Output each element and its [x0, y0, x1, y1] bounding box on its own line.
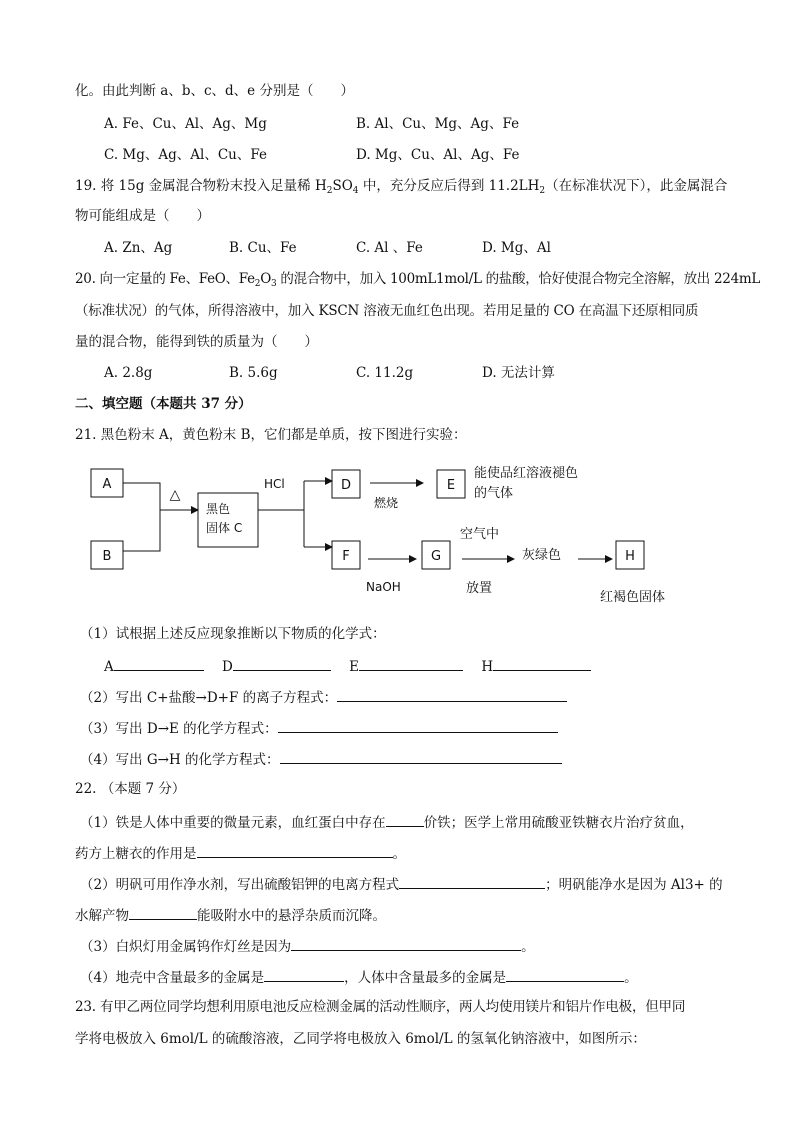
- q18-option-d: D. Mg、Cu、Al、Ag、Fe: [356, 147, 520, 163]
- q23-stem-line2: 学将电极放入 6mol/L 的硫酸溶液，乙同学将电极放入 6mol/L 的氢氧化钠溶液中，如图所示：: [75, 1031, 646, 1047]
- q19-stem-line2: 物可能组成是（ ）: [75, 208, 210, 224]
- q18-stem: 化。由此判断 a、b、c、d、e 分别是（ ）: [75, 83, 354, 99]
- label-hcl: HCl: [264, 477, 285, 491]
- blank-tungsten-reason[interactable]: [291, 936, 521, 951]
- label-graygreen: 灰绿色: [522, 548, 562, 563]
- q20-option-c: C. 11.2g: [356, 365, 414, 381]
- label-e-desc2: 的气体: [474, 486, 514, 501]
- q20-option-a: A. 2.8g: [104, 365, 153, 381]
- q19-option-b: B. Cu、Fe: [229, 240, 297, 256]
- q19-option-c: C. Al 、Fe: [356, 240, 423, 256]
- blank-d[interactable]: [233, 656, 331, 671]
- label-air: 空气中: [460, 527, 500, 542]
- blank-sugar-coating[interactable]: [197, 843, 393, 858]
- q22-part1-line2: 药方上糖衣的作用是 。: [75, 843, 406, 863]
- label-c-line2: 固体 C: [206, 521, 243, 535]
- blank-ionization-equation[interactable]: [399, 874, 545, 889]
- q21-part3: （3）写出 D→E 的化学方程式：: [80, 718, 558, 738]
- q22-part3: （3）白炽灯用金属钨作灯丝是因为 。: [80, 936, 535, 956]
- blank-iron-valence[interactable]: [386, 812, 424, 827]
- label-g: G: [430, 549, 442, 564]
- label-burn: 燃烧: [374, 496, 399, 510]
- label-e-desc1: 能使品红溶液褪色: [474, 466, 579, 481]
- blank-h[interactable]: [493, 656, 591, 671]
- q21-part2: （2）写出 C+盐酸→D+F 的离子方程式：: [80, 687, 567, 707]
- q20-stem-line2: （标准状况）的气体，所得溶液中，加入 KSCN 溶液无血红色出现。若用足量的 CO 在高温下还原相同质: [75, 303, 699, 319]
- q18-option-b: B. Al、Cu、Mg、Ag、Fe: [356, 116, 520, 132]
- section-heading: 二、填空题（本题共 37 分）: [75, 396, 252, 412]
- label-c-line1: 黑色: [206, 502, 231, 516]
- heat-symbol: △: [169, 487, 181, 503]
- q22-part1-line1: （1）铁是人体中重要的微量元素，血红蛋白中存在 价铁；医学上常用硫酸亚铁糖衣片治疗贫血，: [80, 812, 694, 832]
- blank-d-to-e[interactable]: [278, 718, 558, 733]
- q21-flow-diagram: [80, 455, 700, 615]
- label-b: B: [102, 549, 112, 564]
- label-d: D: [340, 478, 352, 493]
- label-naoh: NaOH: [366, 580, 401, 594]
- q22-part2-line2: 水解产物 能吸附水中的悬浮杂质而沉降。: [75, 905, 386, 925]
- q19-stem-line1: 19. 将 15g 金属混合物粉末投入足量稀 $H_2SO_4$ 中，充分反应后得到 $11.2LH_2$（在标准状况下），此金属混合: [75, 178, 728, 196]
- blank-crust-metal[interactable]: [264, 967, 344, 982]
- label-h: H: [625, 549, 635, 564]
- q20-option-d: D. 无法计算: [482, 365, 555, 381]
- q22-title: 22. （本题 7 分）: [75, 781, 186, 797]
- q18-option-c: C. Mg、Ag、Al、Cu、Fe: [104, 147, 267, 163]
- q22-part2-line1: （2）明矾可用作净水剂，写出硫酸铝钾的电离方程式 ；明矾能净水是因为 Al3+ 的: [80, 874, 723, 894]
- blank-body-metal[interactable]: [506, 967, 624, 982]
- q21-blank-row: A D E H: [104, 656, 591, 676]
- q20-stem-line1: 20. 向一定量的 Fe、FeO、$Fe_2O_3$ 的混合物中，加入 100mL1mol/L 的盐酸，恰好使混合物完全溶解，放出 224mL: [75, 271, 761, 289]
- label-stand: 放置: [466, 581, 493, 596]
- blank-e[interactable]: [359, 656, 463, 671]
- q21-part4: （4）写出 G→H 的化学方程式：: [80, 749, 562, 769]
- q21-part1: （1）试根据上述反应现象推断以下物质的化学式：: [80, 626, 386, 642]
- q22-part4: （4）地壳中含量最多的金属是 ，人体中含量最多的金属是 。: [80, 967, 638, 987]
- q19-option-d: D. Mg、Al: [482, 240, 551, 256]
- q21-stem: 21. 黑色粉末 A，黄色粉末 B，它们都是单质，按下图进行实验：: [75, 427, 467, 443]
- blank-ionic-equation[interactable]: [337, 687, 567, 702]
- q19-option-a: A. Zn、Ag: [104, 240, 173, 256]
- label-f: F: [342, 549, 350, 564]
- q18-option-a: A. Fe、Cu、Al、Ag、Mg: [104, 116, 267, 132]
- q20-stem-line3: 量的混合物，能得到铁的质量为（ ）: [75, 334, 318, 350]
- blank-a[interactable]: [114, 656, 204, 671]
- blank-hydrolysis-product[interactable]: [129, 905, 197, 920]
- label-redbrown: 红褐色固体: [600, 590, 666, 605]
- q20-option-b: B. 5.6g: [229, 365, 278, 381]
- label-a: A: [102, 477, 112, 492]
- blank-g-to-h[interactable]: [280, 749, 562, 764]
- q23-stem-line1: 23. 有甲乙两位同学均想利用原电池反应检测金属的活动性顺序，两人均使用镁片和铝片作电极，但甲同: [75, 999, 686, 1015]
- label-e: E: [446, 478, 456, 493]
